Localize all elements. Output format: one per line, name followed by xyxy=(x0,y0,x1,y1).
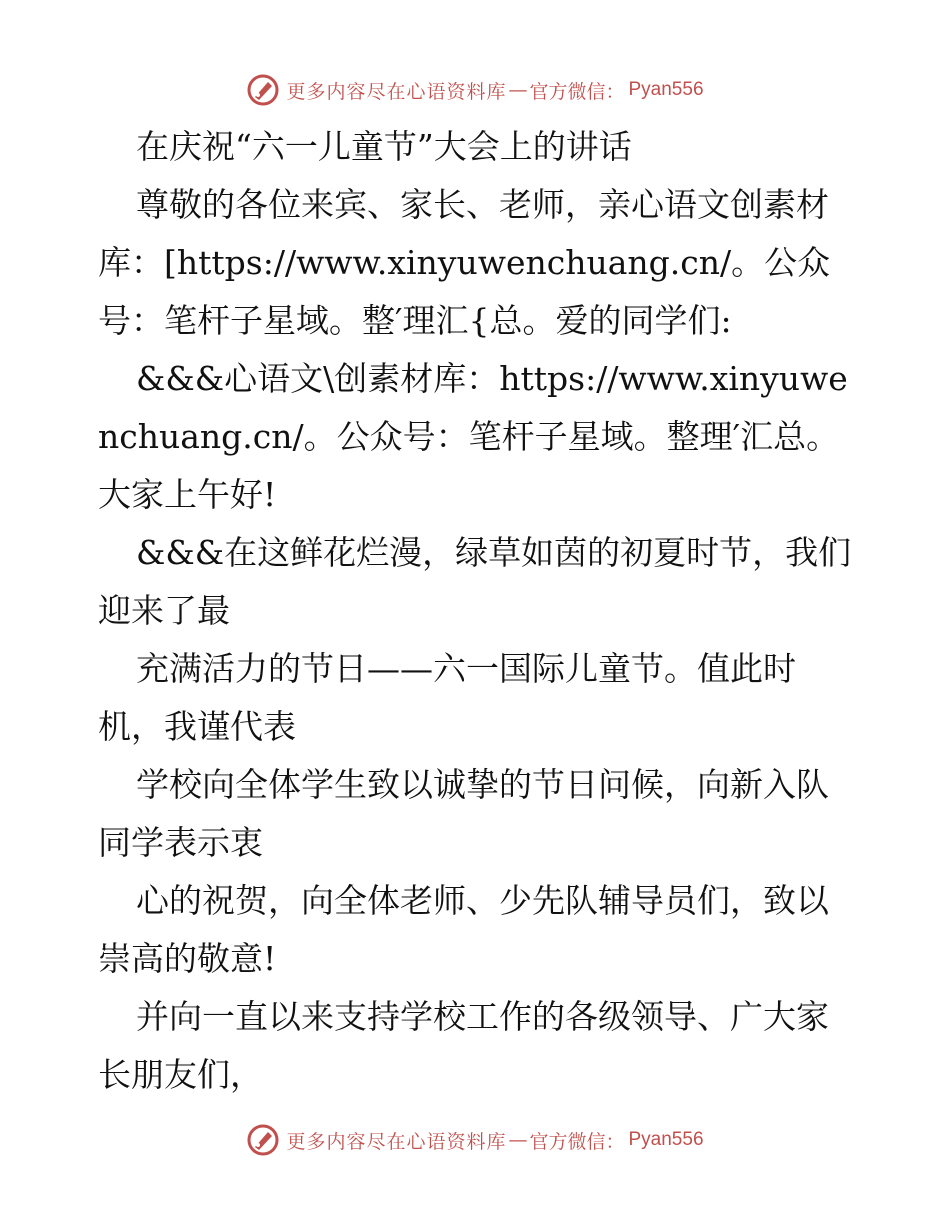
banner-site-text: 更多内容尽在心语资料库 xyxy=(286,80,507,103)
banner-dash: — xyxy=(508,1129,528,1151)
document-title: 在庆祝“六一儿童节”大会上的讲话 xyxy=(136,127,632,166)
paragraph-7: 并向一直以来支持学校工作的各级领导、广大家长朋友们， xyxy=(98,997,829,1094)
paragraph-4: 充满活力的节日——六一国际儿童节。值此时机，我谨代表 xyxy=(98,649,796,746)
logo-icon xyxy=(246,73,280,107)
banner-site-text: 更多内容尽在心语资料库 xyxy=(286,1130,507,1153)
paragraph-5: 学校向全体学生致以诚挚的节日问候，向新入队同学表示衷 xyxy=(98,765,829,862)
paragraph-3: &&&在这鲜花烂漫，绿草如茵的初夏时节，我们迎来了最 xyxy=(98,533,852,630)
paragraph-6: 心的祝贺，向全体老师、少先队辅导员们，致以崇高的敬意! xyxy=(98,881,829,978)
banner-official-label: 官方微信： xyxy=(529,80,625,103)
logo-icon xyxy=(246,1123,280,1157)
banner-official-label: 官方微信： xyxy=(529,1130,625,1153)
banner-dash: — xyxy=(508,79,528,101)
footer-banner xyxy=(0,1120,950,1160)
banner-account: Pyan556 xyxy=(628,1129,704,1150)
banner-account: Pyan556 xyxy=(628,79,704,100)
paragraph-1: 尊敬的各位来宾、家长、老师，亲心语文创素材库：[https://www.xinyuwenchuang.cn/。公众号：笔杆子星域。整′理汇{总。爱的同学们: xyxy=(98,185,831,340)
paragraph-2: &&&心语文\创素材库：https://www.xinyuwenchuang.cn/。公众号：笔杆子星域。整理′汇总。大家上午好! xyxy=(98,359,848,514)
document-body xyxy=(98,118,858,1104)
header-banner xyxy=(0,70,950,110)
